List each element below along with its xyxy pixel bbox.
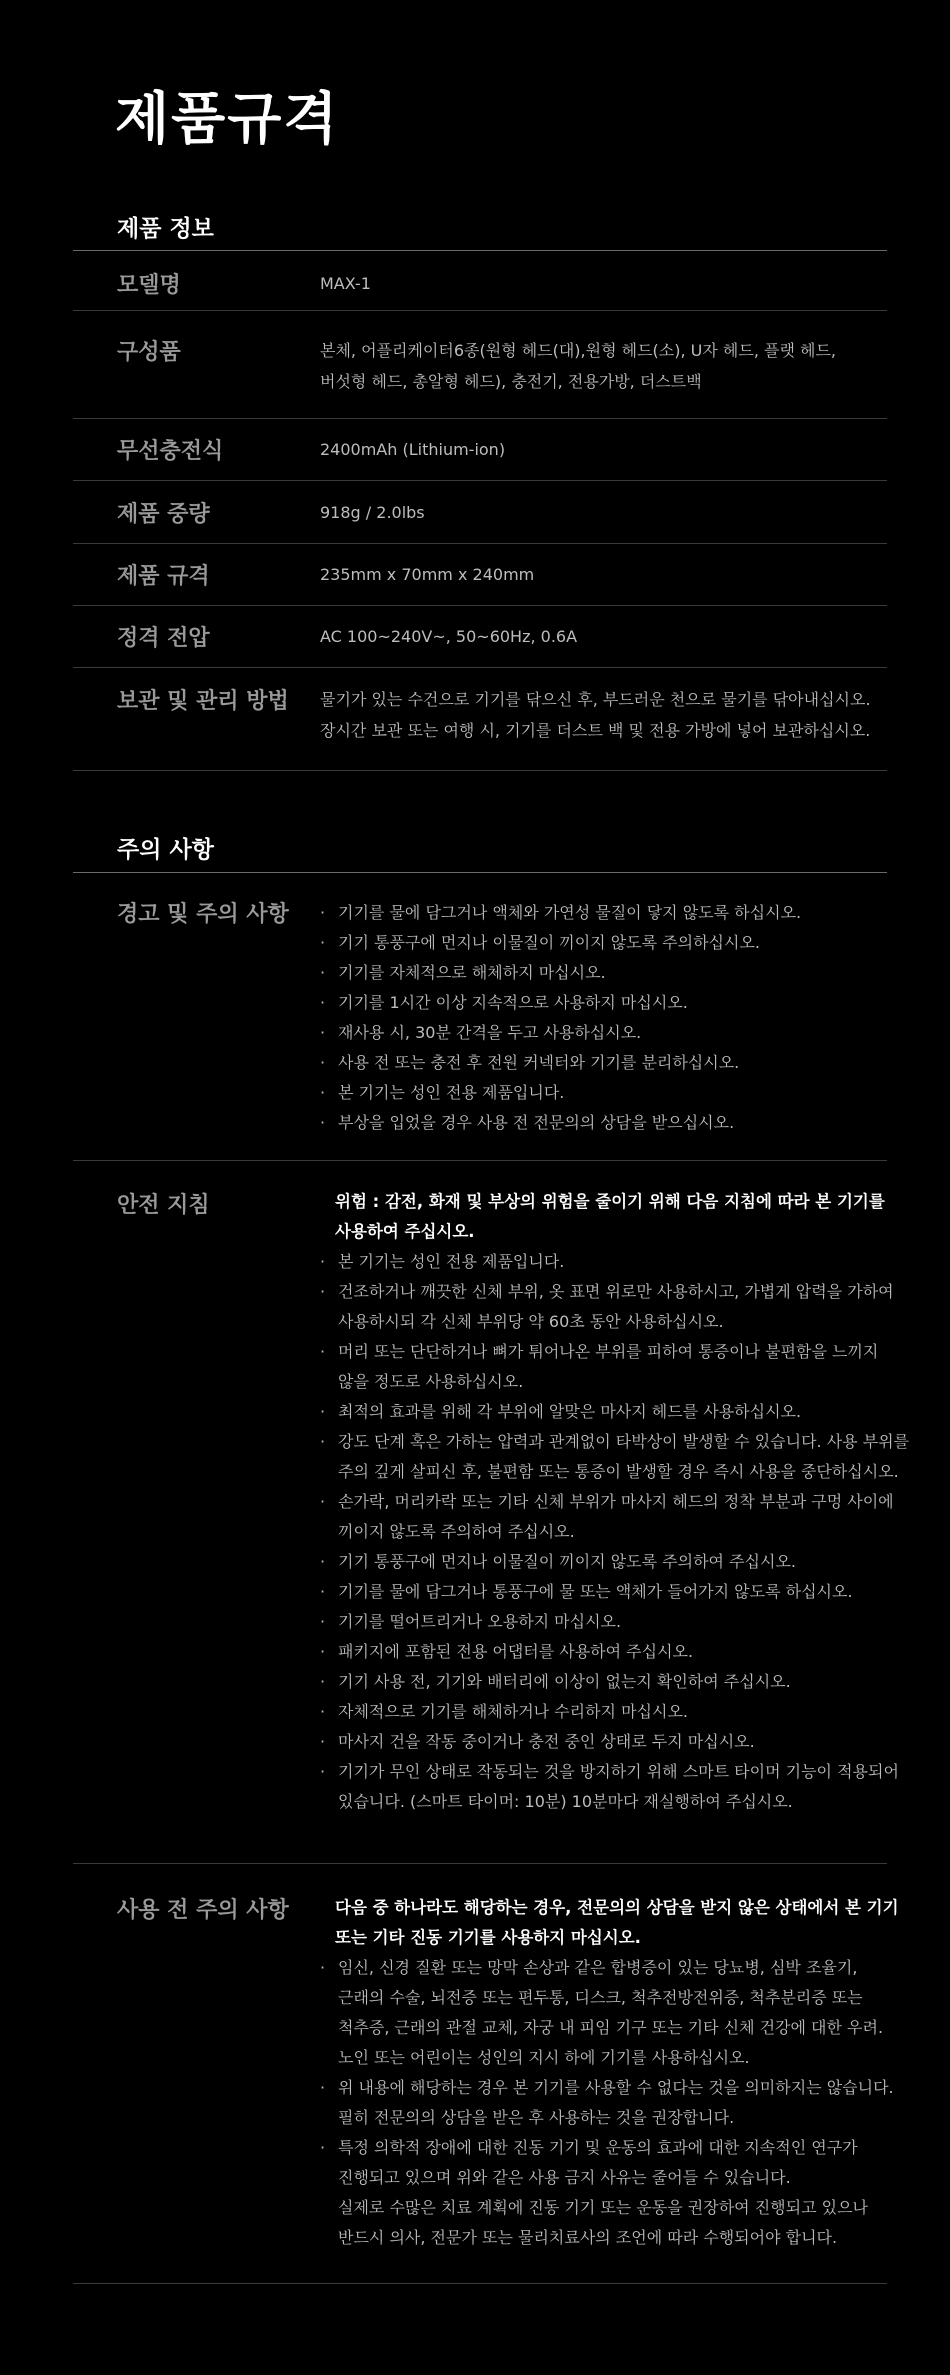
list-item: · 기기를 자체적으로 해체하지 마십시오.	[320, 958, 801, 988]
spec-label-size: 제품 규격	[117, 564, 210, 589]
divider	[73, 1863, 887, 1864]
list-item: · 본 기기는 성인 전용 제품입니다.	[320, 1078, 801, 1108]
list-item: · 위 내용에 해당하는 경우 본 기기를 사용할 수 없다는 것을 의미하지는 않습니다. 필히 전문의의 상담을 받은 후 사용하는 것을 권장합니다.	[320, 2073, 894, 2133]
list-item: · 기기 통풍구에 먼지나 이물질이 끼이지 않도록 주의하여 주십시오.	[320, 1547, 909, 1577]
list-item: · 기기를 떨어트리거나 오용하지 마십시오.	[320, 1607, 909, 1637]
divider	[73, 480, 887, 481]
divider	[73, 1160, 887, 1161]
spec-value-voltage: AC 100~240V~, 50~60Hz, 0.6A	[320, 627, 578, 646]
list-item: · 기기를 물에 담그거나 액체와 가연성 물질이 닿지 않도록 하십시오.	[320, 898, 801, 928]
list-item: · 재사용 시, 30분 간격을 두고 사용하십시오.	[320, 1018, 801, 1048]
list-item: · 기기를 1시간 이상 지속적으로 사용하지 마십시오.	[320, 988, 801, 1018]
warning-label: 경고 및 주의 사항	[117, 902, 289, 927]
list-item: · 패키지에 포함된 전용 어댑터를 사용하여 주십시오.	[320, 1637, 909, 1667]
page-title: 제품규격	[115, 87, 340, 152]
precaution-list	[320, 1953, 894, 2253]
divider	[73, 310, 887, 311]
list-item: · 기기를 물에 담그거나 통풍구에 물 또는 액체가 들어가지 않도록 하십시오.	[320, 1577, 909, 1607]
divider	[73, 667, 887, 668]
divider	[73, 250, 887, 251]
divider	[73, 770, 887, 771]
list-item: · 기기가 무인 상태로 작동되는 것을 방지하기 위해 스마트 타이머 기능이 적용되어 있습니다. (스마트 타이머: 10분) 10분마다 재실행하여 주십시오.	[320, 1757, 909, 1817]
spec-label-battery: 무선충전식	[117, 439, 224, 464]
safety-label: 안전 지침	[117, 1193, 210, 1218]
list-item: · 기기 사용 전, 기기와 배터리에 이상이 없는지 확인하여 주십시오.	[320, 1667, 909, 1697]
warning-list	[320, 898, 801, 1138]
list-item: · 최적의 효과를 위해 각 부위에 알맞은 마사지 헤드를 사용하십시오.	[320, 1397, 909, 1427]
list-item: · 마사지 건을 작동 중이거나 충전 중인 상태로 두지 마십시오.	[320, 1727, 909, 1757]
precaution-label: 사용 전 주의 사항	[117, 1898, 289, 1923]
spec-label-model: 모델명	[117, 273, 181, 298]
list-item: · 기기 통풍구에 먼지나 이물질이 끼이지 않도록 주의하십시오.	[320, 928, 801, 958]
safety-intro: 위험 : 감전, 화재 및 부상의 위험을 줄이기 위해 다음 지침에 따라 본 기기를 사용하여 주십시오.	[335, 1192, 885, 1241]
spec-value-battery: 2400mAh (Lithium-ion)	[320, 440, 506, 459]
list-item: · 손가락, 머리카락 또는 기타 신체 부위가 마사지 헤드의 정착 부분과 구멍 사이에 끼이지 않도록 주의하여 주십시오.	[320, 1487, 909, 1547]
product-info-heading: 제품 정보	[117, 216, 214, 242]
caution-heading: 주의 사항	[117, 837, 214, 863]
spec-label-care: 보관 및 관리 방법	[117, 689, 289, 714]
divider	[73, 2283, 887, 2284]
divider	[73, 543, 887, 544]
spec-value-care: 물기가 있는 수건으로 기기를 닦으신 후, 부드러운 천으로 물기를 닦아내십시오. 장시간 보관 또는 여행 시, 기기를 더스트 백 및 전용 가방에 넣어 보관하십시오.	[320, 690, 871, 740]
list-item: · 사용 전 또는 충전 후 전원 커넥터와 기기를 분리하십시오.	[320, 1048, 801, 1078]
list-item: · 강도 단계 혹은 가하는 압력과 관계없이 타박상이 발생할 수 있습니다. 사용 부위를 주의 깊게 살피신 후, 불편함 또는 통증이 발생할 경우 즉시 사용을 중단하십시오.	[320, 1427, 909, 1487]
list-item: · 특정 의학적 장애에 대한 진동 기기 및 운동의 효과에 대한 지속적인 연구가 진행되고 있으며 위와 같은 사용 금지 사유는 줄어들 수 있습니다. 실제로 수많은 치료 계획에 진동 기기 또는 운동을 권장하여 진행되고 있으나 반드시 의사, 전문가 또는 물리치료사의 조언에 따라 수행되어야 합니다.	[320, 2133, 894, 2253]
spec-value-model: MAX-1	[320, 274, 371, 293]
list-item: · 본 기기는 성인 전용 제품입니다.	[320, 1247, 909, 1277]
spec-label-weight: 제품 중량	[117, 502, 210, 527]
list-item: · 부상을 입었을 경우 사용 전 전문의의 상담을 받으십시오.	[320, 1108, 801, 1138]
list-item: · 건조하거나 깨끗한 신체 부위, 옷 표면 위로만 사용하시고, 가볍게 압력을 가하여 사용하시되 각 신체 부위당 약 60초 동안 사용하십시오.	[320, 1277, 909, 1337]
spec-label-voltage: 정격 전압	[117, 626, 210, 651]
list-item: · 임신, 신경 질환 또는 망막 손상과 같은 합병증이 있는 당뇨병, 심박 조율기, 근래의 수술, 뇌전증 또는 편두통, 디스크, 척추전방전위증, 척추분리증 또는 척추증, 근래의 관절 교체, 자궁 내 피임 기구 또는 기타 신체 건강에 대한 우려. 노인 또는 어린이는 성인의 지시 하에 기기를 사용하십시오.	[320, 1953, 894, 2073]
spec-value-components: 본체, 어플리케이터6종(원형 헤드(대),원형 헤드(소), U자 헤드, 플랫 헤드, 버섯형 헤드, 총알형 헤드), 충전기, 전용가방, 더스트백	[320, 341, 836, 391]
spec-label-components: 구성품	[117, 340, 181, 365]
precaution-intro: 다음 중 하나라도 해당하는 경우, 전문의의 상담을 받지 않은 상태에서 본 기기 또는 기타 진동 기기를 사용하지 마십시오.	[335, 1898, 899, 1947]
divider	[73, 418, 887, 419]
list-item: · 자체적으로 기기를 해체하거나 수리하지 마십시오.	[320, 1697, 909, 1727]
spec-value-size: 235mm x 70mm x 240mm	[320, 565, 535, 584]
spec-value-weight: 918g / 2.0lbs	[320, 503, 425, 522]
divider	[73, 872, 887, 873]
divider	[73, 605, 887, 606]
safety-list	[320, 1247, 909, 1817]
list-item: · 머리 또는 단단하거나 뼈가 튀어나온 부위를 피하여 통증이나 불편함을 느끼지 않을 정도로 사용하십시오.	[320, 1337, 909, 1397]
